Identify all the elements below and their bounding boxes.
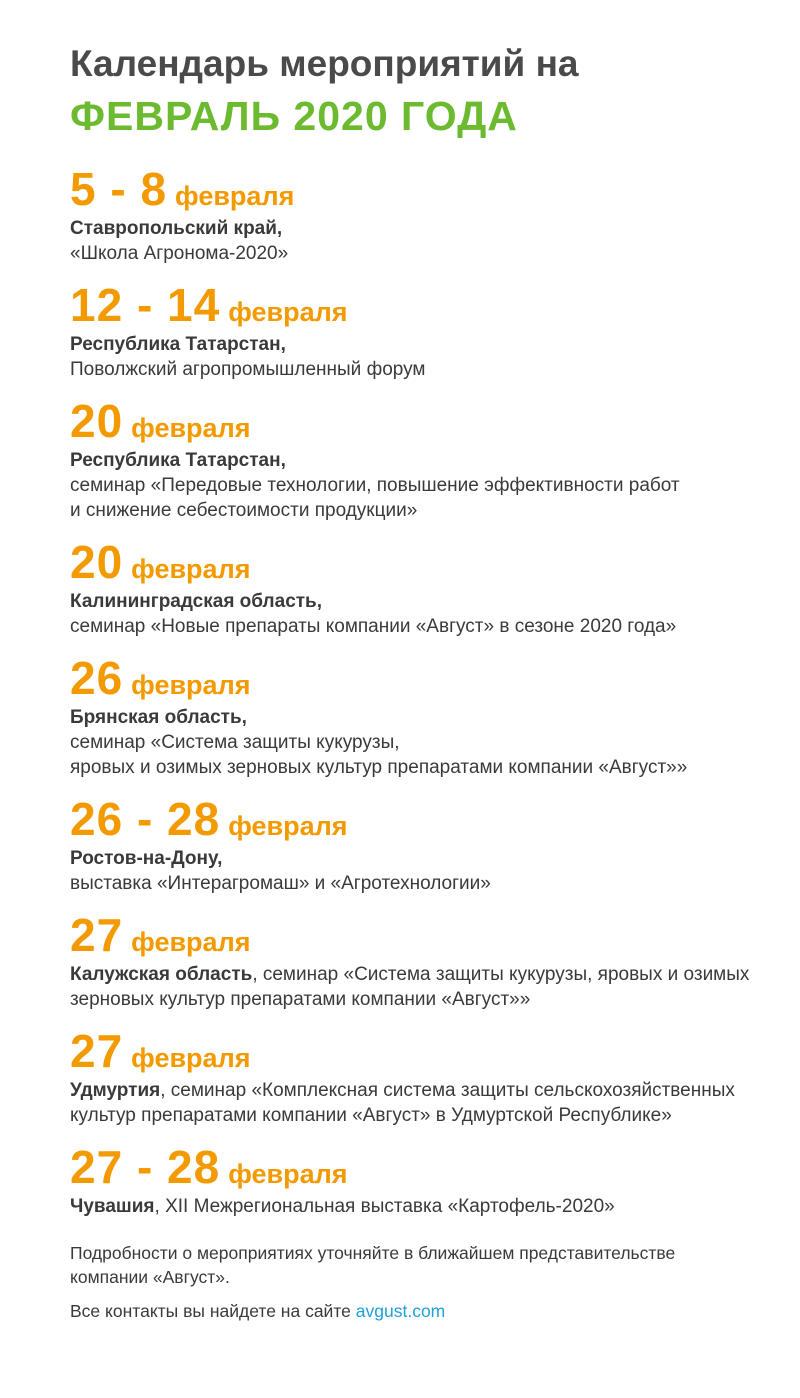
event-description-line: семинар «Новые препараты компании «Август» в сезоне 2020 года» bbox=[70, 616, 677, 637]
event-description bbox=[70, 216, 750, 266]
event-item bbox=[70, 162, 750, 266]
event-region: Республика Татарстан, bbox=[70, 450, 286, 471]
event-date-month: февраля bbox=[175, 181, 295, 211]
event-date bbox=[70, 1140, 750, 1194]
event-description-line: семинар «Система защиты кукурузы, bbox=[70, 732, 400, 753]
event-inline-description: , семинар «Комплексная система защиты сельскохозяйственных культур препаратами компании «Август» в Удмуртской Республике» bbox=[70, 1080, 735, 1126]
event-region: Брянская область, bbox=[70, 707, 247, 728]
event-item bbox=[70, 394, 750, 523]
event-item bbox=[70, 1140, 750, 1219]
event-date bbox=[70, 792, 750, 846]
event-date bbox=[70, 651, 750, 705]
event-description bbox=[70, 705, 750, 780]
event-date-days: 26 bbox=[70, 652, 124, 704]
event-region: Ставропольский край, bbox=[70, 218, 283, 239]
event-item bbox=[70, 908, 750, 1012]
event-item bbox=[70, 792, 750, 896]
event-date-days: 20 bbox=[70, 395, 124, 447]
event-item bbox=[70, 1024, 750, 1128]
event-date-month: февраля bbox=[228, 297, 348, 327]
event-description bbox=[70, 448, 750, 523]
event-description bbox=[70, 332, 750, 382]
event-description-line: яровых и озимых зерновых культур препаратами компании «Август»» bbox=[70, 757, 688, 778]
page-subtitle: ФЕВРАЛЬ 2020 ГОДА bbox=[70, 93, 518, 139]
event-region: Удмуртия bbox=[70, 1080, 161, 1101]
event-description bbox=[70, 1078, 750, 1128]
event-item bbox=[70, 278, 750, 382]
event-description bbox=[70, 846, 750, 896]
event-inline-description: , семинар «Система защиты кукурузы, яровых и озимых зерновых культур препаратами компании «Август»» bbox=[70, 964, 750, 1010]
page-title: Календарь мероприятий на bbox=[70, 43, 579, 84]
event-inline-description: , XII Межрегиональная выставка «Картофель-2020» bbox=[154, 1196, 615, 1217]
event-region: Ростов-на-Дону, bbox=[70, 848, 223, 869]
event-date-month: февраля bbox=[131, 927, 251, 957]
event-date-days: 20 bbox=[70, 536, 124, 588]
event-date bbox=[70, 535, 750, 589]
event-date-month: февраля bbox=[131, 1043, 251, 1073]
event-date bbox=[70, 1024, 750, 1078]
event-region: Калужская область bbox=[70, 964, 253, 985]
event-description-line: и снижение себестоимости продукции» bbox=[70, 500, 418, 521]
contacts-prefix: Все контакты вы найдете на сайте bbox=[70, 1301, 351, 1321]
event-date-month: февраля bbox=[228, 811, 348, 841]
event-description-line: «Школа Агронома-2020» bbox=[70, 243, 289, 264]
event-date bbox=[70, 394, 750, 448]
event-date-month: февраля bbox=[131, 670, 251, 700]
event-date bbox=[70, 278, 750, 332]
event-description bbox=[70, 962, 750, 1012]
event-date-month: февраля bbox=[131, 554, 251, 584]
contacts-note bbox=[70, 1299, 750, 1323]
event-region: Республика Татарстан, bbox=[70, 334, 286, 355]
event-date bbox=[70, 162, 750, 216]
event-date bbox=[70, 908, 750, 962]
site-link[interactable]: avgust.com bbox=[355, 1301, 446, 1321]
events-list bbox=[70, 162, 750, 1219]
event-date-days: 27 bbox=[70, 1025, 124, 1077]
event-item bbox=[70, 651, 750, 780]
event-description bbox=[70, 589, 750, 639]
event-date-days: 27 bbox=[70, 909, 124, 961]
event-description-line: Поволжский агропромышленный форум bbox=[70, 359, 426, 380]
event-date-month: февраля bbox=[131, 413, 251, 443]
event-description-line: семинар «Передовые технологии, повышение эффективности работ bbox=[70, 475, 680, 496]
event-description bbox=[70, 1194, 750, 1219]
event-item bbox=[70, 535, 750, 639]
event-date-days: 27 - 28 bbox=[70, 1141, 221, 1193]
event-date-days: 5 - 8 bbox=[70, 163, 168, 215]
event-region: Калининградская область, bbox=[70, 591, 323, 612]
footer bbox=[70, 1241, 750, 1323]
event-region: Чувашия bbox=[70, 1196, 155, 1217]
calendar-page bbox=[70, 40, 750, 1333]
event-date-days: 26 - 28 bbox=[70, 793, 221, 845]
event-description-line: выставка «Интерагромаш» и «Агротехнологии» bbox=[70, 873, 491, 894]
details-note: Подробности о мероприятиях уточняйте в ближайшем представительстве компании «Август». bbox=[70, 1243, 676, 1287]
event-date-month: февраля bbox=[228, 1159, 348, 1189]
event-date-days: 12 - 14 bbox=[70, 279, 221, 331]
